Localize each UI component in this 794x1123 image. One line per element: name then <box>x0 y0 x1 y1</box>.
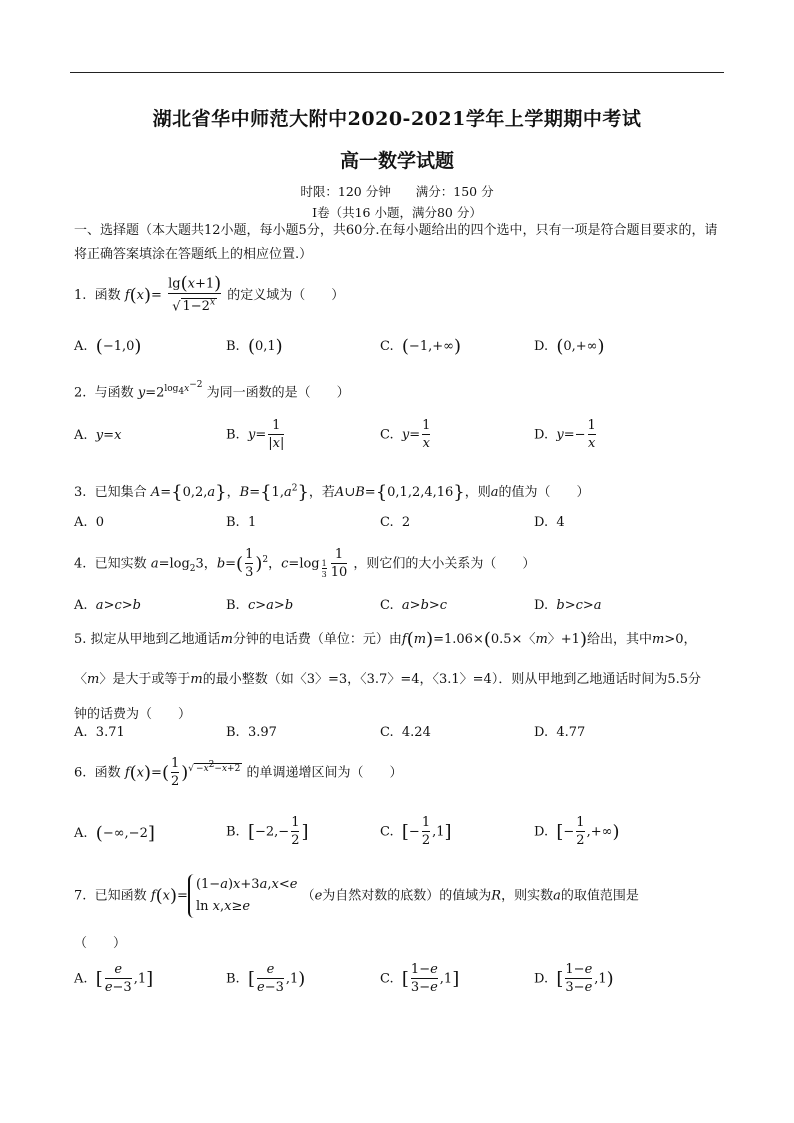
q1-option-c: C. (−1,+∞) <box>380 336 461 357</box>
q2-option-d: D. y=− $\frac{1}{x}$ <box>534 418 596 451</box>
question-5-line2: 〈m〉是大于或等于m的最小整数（如〈3〉=3，〈3.7〉=4，〈3.1〉=4）．则从甲地到乙地通话时间为5.5分 <box>74 672 702 687</box>
q6-option-c: C. [− $\frac{1}{2}$ ,1] <box>380 815 452 848</box>
q3-option-a: A. 0 <box>74 515 105 530</box>
q3-option-d: D. 4 <box>534 515 565 530</box>
question-5-line3: 钟的话费为（ ） <box>74 707 192 722</box>
header-rule <box>70 72 724 73</box>
q3-option-b: B. 1 <box>226 515 257 530</box>
question-2: 2. 与函数 $y=2^{log_4x^{-2}}$ 为同一函数的是（ ） <box>74 380 350 401</box>
section-instructions: 一、选择题（本大题共12小题，每小题5分，共60分.在每小题给出的四个选中，只有一项是符合题目要求的，请将正确答案填涂在答题纸上的相应位置.） <box>74 223 718 262</box>
q4-option-b: B. c>a>b <box>226 598 294 613</box>
question-4: 4. 已知实数 $a=\log_23$，b=( $\frac{1}{3}$ )$^2$，c=log $_{\frac{1}{3}}$ $\frac{1}{10}$ ，则它们的大小关系为（ ） <box>74 547 536 580</box>
q7-option-b: B. [ $\frac{e}{e-3}$ ,1) <box>226 962 306 995</box>
exam-title: 湖北省华中师范大附中2020-2021学年上学期期中考试 <box>152 108 642 130</box>
question-3: 3. 已知集合 A={0,2,a}，$B=\{1,a^2\}$，若A∪B={0,1,2,4,16}，则a的值为（ ） <box>74 482 590 503</box>
q6-option-a: A. (−∞,−2] <box>74 823 155 844</box>
q2-option-c: C. y= $\frac{1}{x}$ <box>380 418 431 451</box>
q4-option-d: D. b>c>a <box>534 598 602 613</box>
exam-subtitle: 高一数学试题 <box>339 150 454 172</box>
q4-option-a: A. a>c>b <box>74 598 141 613</box>
q7-option-d: D. [ $\frac{1-e}{3-e}$ ,1) <box>534 962 614 995</box>
q3-option-c: C. 2 <box>380 515 411 530</box>
q6-option-d: D. [− $\frac{1}{2}$ ,+∞) <box>534 815 620 848</box>
time-info: 时限：120 分钟 满分：150 分 <box>300 184 494 199</box>
q1-option-a: A. (−1,0) <box>74 336 142 357</box>
q1-option-d: D. (0,+∞) <box>534 336 605 357</box>
question-5: 5. 拟定从甲地到乙地通话m分钟的电话费（单位：元）由f(m)=1.06×(0.5×〈m〉+1)给出，其中m>0， <box>74 629 697 650</box>
q7-option-a: A. [ $\frac{e}{e-3}$ ,1] <box>74 962 154 995</box>
q5-option-d: D. 4.77 <box>534 725 586 740</box>
q6-option-b: B. [−2,− $\frac{1}{2}$ ] <box>226 815 309 848</box>
question-7-line2: （ ） <box>74 936 127 951</box>
volume-info: Ⅰ卷（共16 小题，满分80 分） <box>312 205 482 220</box>
q5-option-c: C. 4.24 <box>380 725 431 740</box>
q1-option-b: B. (0,1) <box>226 336 283 357</box>
q4-option-c: C. a>b>c <box>380 598 448 613</box>
question-7: 7. 已知函数 f(x)=(1−a)x+3a,x<e ln x,x≥e （e为自然对数的底数）的值域为R，则实数a的取值范围是 <box>74 874 724 918</box>
q7-option-c: C. [ $\frac{1-e}{3-e}$ ,1] <box>380 962 460 995</box>
q5-option-b: B. 3.97 <box>226 725 277 740</box>
q5-option-a: A. 3.71 <box>74 725 125 740</box>
question-1: 1. 函数 f(x)= $\frac{\lg(x+1)}{√ 1-2^x}$ 的定义域为（ ） <box>74 273 345 314</box>
question-6: 6. 函数 f(x)=( $\frac{1}{2}$ )$^{√ -x^2-x+2}$ 的单调递增区间为（ ） <box>74 756 403 789</box>
q2-option-b: B. y= $\frac{1}{|x|}$ <box>226 418 285 451</box>
q2-option-a: A. y=x <box>74 428 122 443</box>
